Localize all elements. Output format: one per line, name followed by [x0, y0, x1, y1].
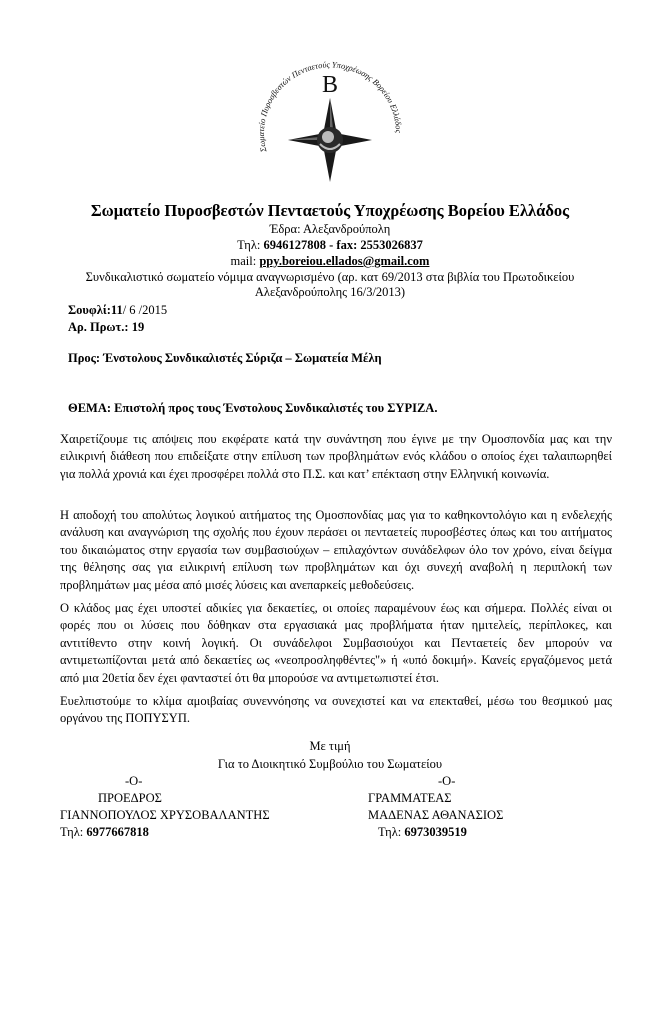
registry-line-2: Αλεξανδρούπολης 16/3/2013) — [254, 285, 406, 299]
mail-label: mail: — [230, 254, 260, 268]
signature-phone-label: Τηλ: — [378, 825, 405, 839]
protocol-label: Αρ. Πρωτ.: — [68, 320, 132, 334]
signature-role: ΓΡΑΜΜΑΤΕΑΣ — [368, 791, 452, 805]
place-label: Σουφλί: — [68, 303, 111, 317]
fax-number: 2553026837 — [360, 238, 423, 252]
signature-mark: -Ο- — [438, 774, 456, 788]
signature-name: ΜΑΔΕΝΑΣ ΑΘΑΝΑΣΙΟΣ — [368, 808, 504, 822]
signature-role: ΠΡΟΕΔΡΟΣ — [98, 791, 162, 805]
organization-name: Σωματείο Πυροσβεστών Πενταετούς Υποχρέωσης Βορείου Ελλάδος — [90, 201, 570, 220]
union-logo — [248, 44, 412, 208]
contact-phone-line — [0, 238, 660, 253]
subject-line: ΘΕΜΑ: Επιστολή προς τους Ένστολους Συνδικαλιστές του ΣΥΡΙΖΑ. — [68, 401, 438, 415]
recipient-line: Προς: Ένστολους Συνδικαλιστές Σύριζα – Σωματεία Μέλη — [68, 351, 382, 365]
closing-on-behalf: Για το Διοικητικό Συμβούλιο του Σωματείου — [217, 757, 443, 771]
closing-regards: Με τιμή — [309, 739, 351, 753]
signature-phone-label: Τηλ: — [60, 825, 87, 839]
signature-phone-number: 6977667818 — [86, 825, 149, 839]
signature-name: ΓΙΑΝΝΟΠΟΥΛΟΣ ΧΡΥΣΟΒΑΛΑΝΤΗΣ — [60, 808, 270, 822]
compass-rose-icon — [288, 98, 372, 182]
signature-phone — [368, 824, 568, 841]
place-date — [68, 303, 167, 318]
body-paragraph-4: Ευελπιστούμε το κλίμα αμοιβαίας συνεννόησης να συνεχιστεί και να επεκταθεί, μέσω του θεσμικού μας οργάνου της ΠΟΠΥΣΥΠ. — [60, 694, 612, 726]
signature-secretary — [368, 773, 568, 841]
signature-mark: -Ο- — [125, 774, 143, 788]
logo-letter: B — [321, 72, 339, 98]
email-link[interactable]: ppy.boreiou.ellados@gmail.com — [259, 254, 430, 268]
seat-line: Έδρα: Αλεξανδρούπολη — [269, 222, 391, 236]
registry-line-1: Συνδικαλιστικό σωματείο νόμιμα αναγνωρισμένο (αρ. κατ 69/2013 στα βιβλία του Πρωτοδικείου — [85, 270, 575, 284]
protocol-number-line — [68, 320, 144, 335]
fax-label: - fax: — [326, 238, 361, 252]
body-paragraph-2: Η αποδοχή του απολύτως λογικού αιτήματος της Ομοσπονδίας μας για το καθηκοντολόγιο και η ενδελεχής ανάλυση και αναγνώριση της σχολής που έχουν περάσει οι πενταετείς πυροσβέστες όπως και του αιτήματος του δικαιώματος στην εργασία των συμβασιούχων – επιλαχόντων συνάδελφων όλο τον χρόνο, είναι δείγμα της θέλησης σας για ειλικρινή επίλυση των προβλημάτων και όχι συνεχή αναβολή η περιπλοκή των προβλημάτων μας μέσα από μισές λύσεις και ανεπαρκείς μεθοδεύσεις. — [60, 508, 612, 592]
signature-phone-number: 6973039519 — [404, 825, 467, 839]
body-paragraph-1: Χαιρετίζουμε τις απόψεις που εκφέρατε κατά την συνάντηση που έγινε με την Ομοσπονδία μας και την ειλικρινή διάθεση που επιδείξατε στην επίλυση των προβλημάτων ενός κλάδου ο οποίος έχει ταλαιπωρηθεί για πολλά χρονιά και έχει προσφέρει πολλά στο Π.Σ. και κατ’ επέκταση στην Ελληνική κοινωνία. — [60, 432, 612, 481]
registry-note — [0, 270, 660, 300]
signature-president — [60, 773, 300, 841]
date-rest: / 6 /2015 — [122, 303, 168, 317]
body-paragraph-3: Ο κλάδος μας έχει υποστεί αδικίες για δεκαετίες, οι οποίες παραμένουν έως και σήμερα. Πολλές είναι οι φορές που οι λύσεις που δόθηκαν στα εργασιακά μας προβλήματα ήταν ημιτελείς, περίπλοκες, και αντιτίθεντο στην κοινή λογική. Οι συνάδελφοι Συμβασιούχοι και Πενταετείς δεν μπορούν να αντιμετωπίζονται μετά από δεκαετίες ως «νεοπροσληφθέντες"» ή «υπό δοκιμή». Κανείς εργαζόμενος μετά από μια 20ετία δεν έχει φανταστεί ότι θα μπορούσε να αντιμετωπιστεί έτσι. — [60, 601, 612, 685]
signature-phone — [60, 824, 300, 841]
phone-label: Τηλ: — [237, 238, 264, 252]
contact-mail-line — [0, 254, 660, 269]
logo-ring-text: Σωματείο Πυροσβεστών Πενταετούς Υποχρέωσης Βορείου Ελλάδος — [256, 60, 404, 153]
date-day: 11 — [110, 303, 123, 317]
phone-number: 6946127808 — [263, 238, 326, 252]
protocol-number: 19 — [131, 320, 145, 334]
